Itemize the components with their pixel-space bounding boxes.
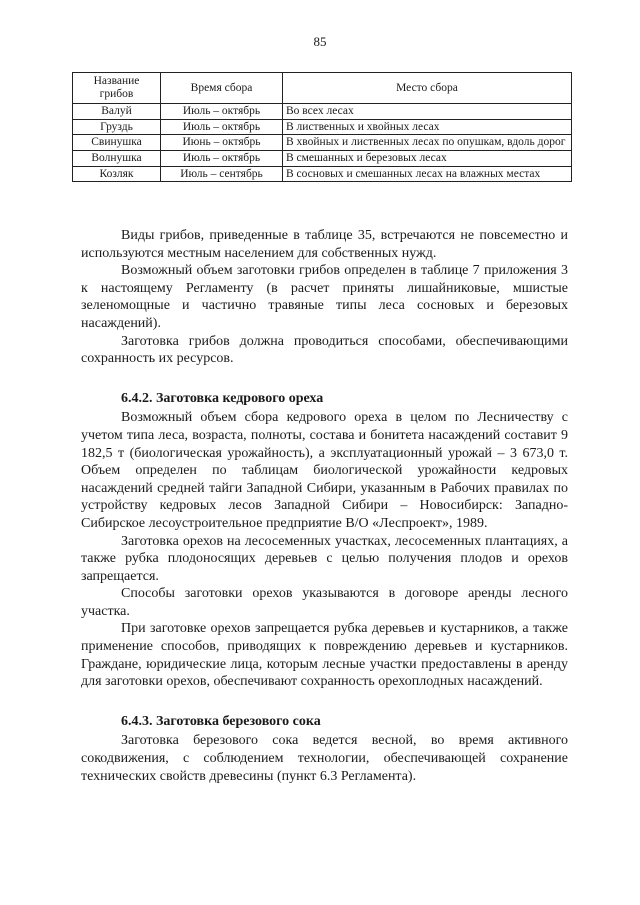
table-cell: Во всех лесах	[283, 104, 572, 120]
table-cell: Груздь	[73, 119, 161, 135]
table-cell: Свинушка	[73, 135, 161, 151]
table-cell: Волнушка	[73, 150, 161, 166]
table-row	[73, 150, 572, 166]
table-cell: В сосновых и смешанных лесах на влажных местах	[283, 166, 572, 182]
table-cell: Июль – октябрь	[161, 104, 283, 120]
table-cell: В хвойных и лиственных лесах по опушкам, вдоль дорог	[283, 135, 572, 151]
section-heading: 6.4.2. Заготовка кедрового ореха	[121, 390, 324, 406]
table-cell: Июль – октябрь	[161, 150, 283, 166]
table-row	[73, 166, 572, 182]
paragraph: При заготовке орехов запрещается рубка деревьев и кустарников, а также применение способов, приводящих к повреждению деревьев и кустарников. Граждане, юридические лица, которым лесные участки предоставлены в аренду для заготовки орехов, обеспечивают сохранность орехоплодных насаждений.	[81, 621, 568, 690]
table-header-row	[73, 73, 572, 104]
column-header: Название грибов	[73, 73, 161, 104]
table-row	[73, 119, 572, 135]
paragraph: Возможный объем сбора кедрового ореха в целом по Лесничеству с учетом типа леса, возраста, полноты, состава и бонитета насаждений составит 9 182,5 т (биологическая урожайность), а эксплуатационный урожай – 3 673,0 т. Объем определен по таблицам биологической урожайности кедровых насаждений средней тайги Западной Сибири, указанным в Рабочих правилах по устройству кедровых лесов Западной Сибири – Новосибирск: Западно-Сибирское лесоустроительное предприятие В/О «Леспроект», 1989.	[81, 410, 568, 531]
paragraph: Заготовка грибов должна проводиться способами, обеспечивающими сохранность их ресурсов.	[81, 333, 568, 367]
table-row	[73, 104, 572, 120]
table-cell: Валуй	[73, 104, 161, 120]
page-number: 85	[313, 34, 327, 49]
paragraph: Способы заготовки орехов указываются в договоре аренды лесного участка.	[81, 586, 568, 619]
paragraph: Возможный объем заготовки грибов определен в таблице 7 приложения 3 к настоящему Регламенту (в расчет приняты лишайниковые, мшистые зеленомощные и частично травяные типы леса сосновых и березовых насаждений).	[81, 263, 568, 331]
paragraph: Заготовка березового сока ведется весной, во время активного сокодвижения, с соблюдением технологии, обеспечивающей сохранение технических свойств древесины (пункт 6.3 Регламента).	[81, 733, 568, 784]
table-cell: В смешанных и березовых лесах	[283, 150, 572, 166]
table-cell: Июль – сентябрь	[161, 166, 283, 182]
mushroom-table	[72, 72, 572, 182]
table-cell: Козляк	[73, 166, 161, 182]
table-cell: Июль – октябрь	[161, 119, 283, 135]
table-cell: Июнь – октябрь	[161, 135, 283, 151]
section-heading: 6.4.3. Заготовка березового сока	[121, 713, 321, 729]
table-row	[73, 135, 572, 151]
paragraph: Виды грибов, приведенные в таблице 35, встречаются не повсеместно и используются местным населением для собственных нужд.	[81, 228, 568, 261]
column-header: Время сбора	[161, 73, 283, 104]
table-cell: В лиственных и хвойных лесах	[283, 119, 572, 135]
body-text	[81, 227, 568, 785]
column-header: Место сбора	[283, 73, 572, 104]
paragraph: Заготовка орехов на лесосеменных участках, лесосеменных плантациях, а также рубка плодоносящих деревьев с целью получения плодов и орехов запрещается.	[81, 533, 568, 584]
